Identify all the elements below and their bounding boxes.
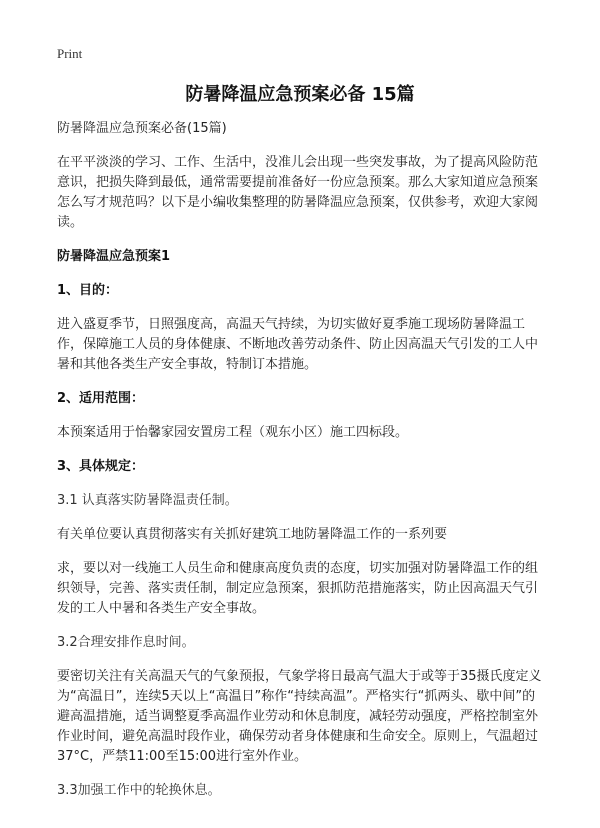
rule-3-2-heading: 3.2合理安排作息时间。 xyxy=(57,635,195,650)
heading-purpose: 1、目的： xyxy=(57,283,119,298)
rule-3-2-paragraph: 要密切关注有关高温天气的气象预报，气象学将日最高气温大于或等于35摄氏度定义为“高温日”，连续5天以上“高温日”称作“持续高温”。严格实行“抓两头、歇中间”的避高温措施，适当调整夏季高温作业劳动和休息制度，减轻劳动强度，严格控制室外作业时间，避免高温时段作业，确保劳动者身体健康和生命安全。原则上，气温超过37°C，严禁11:00至15:00进行室外作业。 xyxy=(57,669,542,764)
document-body xyxy=(57,119,547,815)
rule-3-1-paragraph-a: 有关单位要认真贯彻落实有关抓好建筑工地防暑降温工作的一系列要 xyxy=(57,527,448,542)
print-label: Print xyxy=(57,46,83,61)
rule-3-1-paragraph-b: 求，要以对一线施工人员生命和健康高度负责的态度，切实加强对防暑降温工作的组织领导，完善、落实责任制，制定应急预案，狠抓防范措施落实，防止因高温天气引发的工人中暑和各类生产安全事故。 xyxy=(57,561,539,616)
document-title: 防暑降温应急预案必备 15篇 xyxy=(185,84,415,105)
section-title: 防暑降温应急预案1 xyxy=(57,249,171,264)
document-subtitle: 防暑降温应急预案必备(15篇) xyxy=(57,121,227,136)
rule-3-3-heading: 3.3加强工作中的轮换休息。 xyxy=(57,783,221,798)
scope-paragraph: 本预案适用于怡馨家园安置房工程（观东小区）施工四标段。 xyxy=(57,425,409,440)
rule-3-1-heading: 3.1 认真落实防暑降温责任制。 xyxy=(57,493,238,508)
intro-paragraph: 在平平淡淡的学习、工作、生活中，没准儿会出现一些突发事故，为了提高风险防范意识，把损失降到最低，通常需要提前准备好一份应急预案。那么大家知道应急预案怎么写才规范吗？以下是小编收集整理的防暑降温应急预案，仅供参考，欢迎大家阅读。 xyxy=(57,155,539,230)
purpose-paragraph: 进入盛夏季节，日照强度高，高温天气持续，为切实做好夏季施工现场防暑降温工作，保障施工人员的身体健康、不断地改善劳动条件、防止因高温天气引发的工人中暑和其他各类生产安全事故，特制订本措施。 xyxy=(57,317,539,372)
heading-rules: 3、具体规定： xyxy=(57,459,145,474)
heading-scope: 2、适用范围： xyxy=(57,391,145,406)
